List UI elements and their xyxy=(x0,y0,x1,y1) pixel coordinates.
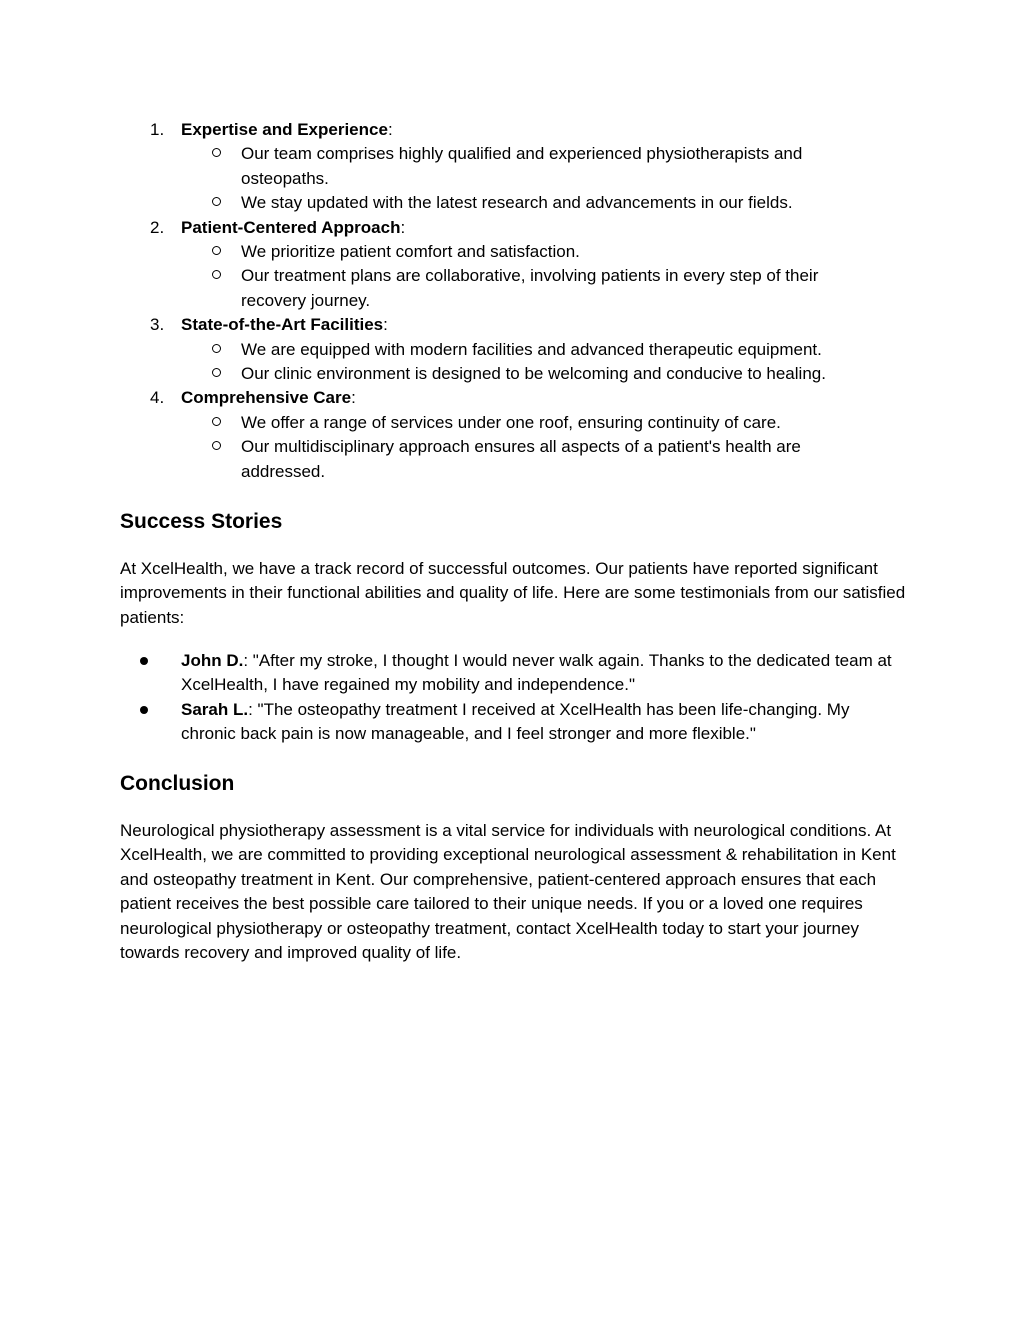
reason-title: Comprehensive Care xyxy=(181,388,352,408)
reason-point-text: We prioritize patient comfort and satisfaction. xyxy=(241,242,580,262)
reason-points xyxy=(181,411,910,484)
reason-colon: : xyxy=(387,120,393,139)
reason-point xyxy=(181,435,881,484)
reason-point-text: We stay updated with the latest research and advancements in our fields. xyxy=(241,193,793,213)
reason-point-text: Our multidisciplinary approach ensures all aspects of a patient's health are addressed. xyxy=(241,437,801,481)
testimonial-name: John D. xyxy=(181,651,244,670)
reason-item xyxy=(120,313,910,386)
reason-colon: : xyxy=(351,388,356,408)
reason-point-text: Our team comprises highly qualified and experienced physiotherapists and osteopaths. xyxy=(241,144,803,188)
reason-points xyxy=(181,240,910,313)
reasons-list xyxy=(120,118,910,484)
testimonial-name: Sarah L. xyxy=(181,699,249,719)
reason-item xyxy=(120,216,910,314)
list-number: 1. xyxy=(150,120,165,139)
reason-colon: : xyxy=(400,217,406,237)
testimonial-quote: : "After my stroke, I thought I would never walk again. Thanks to the dedicated team at XcelHealth, I have regained my mobility and independence." xyxy=(181,651,892,695)
reason-point xyxy=(181,142,881,191)
circle-bullet-icon xyxy=(212,417,221,426)
reason-point xyxy=(181,411,881,435)
testimonial-item xyxy=(120,649,901,698)
testimonials-list xyxy=(120,649,910,747)
list-number: 4. xyxy=(150,388,165,408)
reason-point xyxy=(181,191,881,215)
reason-points xyxy=(181,142,910,215)
testimonial-quote: : "The osteopathy treatment I received at XcelHealth has been life-changing. My chronic back pain is now manageable, and I feel stronger and more flexible." xyxy=(181,699,850,744)
reason-item xyxy=(120,118,910,216)
reason-item xyxy=(120,386,910,484)
reason-point xyxy=(181,264,881,313)
circle-bullet-icon xyxy=(212,441,221,450)
circle-bullet-icon xyxy=(212,148,221,157)
success-stories-intro: At XcelHealth, we have a track record of successful outcomes. Our patients have reported significant improvements in their functional abilities and quality of life. Here are some testimonials from our satisfied patients: xyxy=(120,559,906,627)
reason-point xyxy=(181,362,881,386)
reason-point-text: We offer a range of services under one roof, ensuring continuity of care. xyxy=(241,412,781,432)
reason-point xyxy=(181,240,881,264)
reason-title: Expertise and Experience xyxy=(181,120,388,139)
conclusion-heading: Conclusion xyxy=(120,772,235,795)
reason-point-text: We are equipped with modern facilities and advanced therapeutic equipment. xyxy=(241,339,822,359)
testimonial-item xyxy=(120,698,901,747)
reason-colon: : xyxy=(383,315,388,335)
circle-bullet-icon xyxy=(212,197,221,206)
success-stories-heading: Success Stories xyxy=(120,510,283,533)
bullet-dot-icon xyxy=(140,706,148,714)
list-number: 2. xyxy=(150,217,165,237)
conclusion-body: Neurological physiotherapy assessment is a vital service for individuals with neurological conditions. At XcelHealth, we are committed to providing exceptional neurological assessment & rehabilitation in Kent and osteopathy treatment in Kent. Our comprehensive, patient-centered approach ensures that each patient receives the best possible care tailored to their unique needs. If you or a loved one requires neurological physiotherapy or osteopathy treatment, contact XcelHealth today to start your journey towards recovery and improved quality of life. xyxy=(120,821,896,963)
reason-title: Patient-Centered Approach xyxy=(181,217,401,237)
circle-bullet-icon xyxy=(212,246,221,255)
circle-bullet-icon xyxy=(212,270,221,279)
circle-bullet-icon xyxy=(212,368,221,377)
reason-point-text: Our treatment plans are collaborative, involving patients in every step of their recovery journey. xyxy=(241,266,819,310)
reason-title: State-of-the-Art Facilities xyxy=(181,315,384,335)
reason-point xyxy=(181,338,881,362)
circle-bullet-icon xyxy=(212,344,221,353)
bullet-dot-icon xyxy=(140,657,148,665)
reason-point-text: Our clinic environment is designed to be welcoming and conducive to healing. xyxy=(241,364,826,384)
list-number: 3. xyxy=(150,315,165,335)
reason-points xyxy=(181,338,910,387)
